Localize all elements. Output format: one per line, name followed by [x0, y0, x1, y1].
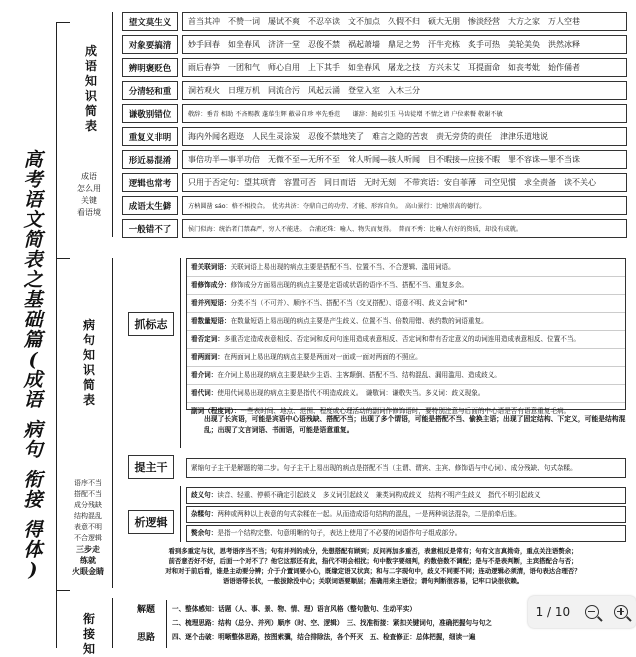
idiom-row-label: 逻辑也常考 [122, 173, 178, 192]
idiom-row [122, 196, 627, 215]
idiom-row-content: 只用于否定句：望其项背 容置可否 同日而语 无时无刻 不带宾语：安自菲薄 司空见惯 求全责备 读不关心 [182, 173, 627, 192]
logic-line [186, 525, 626, 542]
grab-line-key: 看修饰成分： [191, 281, 231, 289]
idiom-row-label: 辨明褒贬色 [122, 58, 178, 77]
label-char: 表 [82, 393, 95, 407]
label-char: 识 [82, 363, 95, 377]
grab-line-text: 修饰成分方面易出现的病点主要是定语或状语的语序不当、搭配不当、重复多余。 [230, 281, 468, 289]
idiom-row [122, 58, 627, 77]
sentence-note-line: 火眼金睛 [72, 567, 104, 576]
idiom-row-label: 谦敬别错位 [122, 104, 178, 123]
idiom-row [122, 81, 627, 100]
idiom-row-content: 首当其冲 不赞一词 屡试不爽 不忍卒读 文不加点 久假不归 硕大无朋 惨淡经营 大方之家 万人空巷 [182, 12, 627, 31]
title-char: ) [28, 559, 38, 581]
grab-line [187, 385, 625, 403]
title-char: 接 [23, 489, 43, 511]
trunk-label: 提主干 [128, 455, 174, 479]
title-char: 语 [23, 389, 43, 411]
title-char: 础 [23, 309, 43, 331]
sentence-bracket [112, 258, 113, 588]
grab-line [187, 367, 625, 385]
idiom-row [122, 127, 627, 146]
label-char: 知 [84, 74, 97, 88]
grab-marker-label: 抓标志 [128, 312, 174, 336]
title-char: 高 [23, 149, 43, 171]
title-char: ( [28, 349, 38, 371]
grab-line-key: 看数量短语： [191, 317, 231, 325]
label-char: 表 [84, 119, 97, 133]
label-char: 语 [84, 59, 97, 73]
label-char: 接 [82, 627, 95, 641]
title-char: 考 [23, 169, 43, 191]
logic-line-key: 杂糅句： [191, 510, 218, 518]
logic-bracket [180, 486, 181, 542]
solve-bracket [166, 600, 167, 648]
sentence-note-line: 语序不当 [74, 479, 102, 487]
logic-box [186, 487, 626, 541]
label-char: 知 [82, 642, 95, 656]
grab-line [187, 331, 625, 349]
sentence-note-line: 结构混乱 [74, 512, 102, 520]
grab-line-text: 在介词上易出现的病点主要是缺少主语、主客颠倒、搭配不当、结构混乱、漏用滥用、造成歧义。 [217, 371, 501, 379]
grab-lines-box [186, 258, 626, 415]
sentence-note-line: 搭配不当 [74, 490, 102, 498]
bottom-note-line: 看到多重定与状，思考语序当不当；句有并列的成分，先想搭配有顾到；反问再加多重否，表意相反是常有；句有文言真拗奇，重点关注语赘余； [168, 547, 578, 555]
sentence-note-line: 表意不明 [74, 523, 102, 531]
main-title [20, 150, 46, 580]
idiom-row-label: 分清轻和重 [122, 81, 178, 100]
trunk-text: 紧缩句子主干是解题的第二步。句子主干上易出现的病点是搭配不当（主谓、谓宾、主宾、修饰语与中心词）、成分残缺、句式杂糅。 [191, 464, 577, 472]
sentence-note-line: 成分残缺 [74, 501, 102, 509]
sentence-note-line: 三步走 [76, 545, 100, 554]
grab-line-text: 分类不当（不可并）、顺序不当、搭配不当（交叉搭配）、语意不明、歧义会词"和" [230, 299, 468, 307]
logic-line-key: 赘余句： [191, 529, 218, 537]
grab-line [187, 349, 625, 367]
label-char: 成 [84, 44, 97, 58]
idiom-row-content: 洞若观火 日理万机 同流合污 风起云涌 登堂入室 入木三分 [182, 81, 627, 100]
label-char: 简 [84, 104, 97, 118]
bracket-tick-connect [56, 590, 70, 591]
label-char: 病 [82, 318, 95, 332]
idiom-row-label: 成语太生僻 [122, 196, 178, 215]
idiom-row-content: 海内外闻名遐迩 人民生灵涂炭 忍俊不禁地笑了 难言之隐的苦衷 责无旁贷的责任 津津乐道地说 [182, 127, 627, 146]
connect-section-label [78, 612, 100, 657]
logic-line-text: 是指一个结构完整、句意明晰的句子，表达上使用了不必要的词语作句子组成部分。 [217, 529, 462, 537]
title-char: 成 [23, 369, 43, 391]
title-char: 之 [23, 269, 43, 291]
idiom-note-line: 关键 [81, 196, 97, 205]
grab-line-text: 关联词语上易出现的病点主要是搭配不当、位置不当、不合逻辑、滥用词语。 [230, 263, 455, 271]
sentence-side-note [64, 478, 112, 577]
main-bracket [56, 22, 57, 648]
zoom-in-icon[interactable] [614, 605, 628, 619]
bottom-note-line: 前否意否好不好，后面一个对不了？他它这那还有此，指代不明会相扰；句中数字要细判，约数倍数不调配；是与不是表判断，主宾搭配合与否； [168, 557, 578, 565]
logic-label: 析逻辑 [128, 510, 174, 534]
logic-line [186, 506, 626, 523]
page-indicator: 1 / 10 [535, 605, 571, 619]
idiom-row-label: 重复义非明 [122, 127, 178, 146]
logic-line-text: 读音、轻重、停顿不确定引起歧义 多义词引起歧义 兼类词构成歧义 结构不明产生歧义 指代不明引起歧义 [217, 491, 541, 499]
logic-line-key: 歧义句： [191, 491, 218, 499]
label-char: 衔 [82, 612, 95, 626]
title-char: 衔 [23, 469, 43, 491]
idiom-row-label: 望文莫生义 [122, 12, 178, 31]
label-char: 识 [84, 89, 97, 103]
grab-line [187, 295, 625, 313]
idiom-side-note [66, 168, 112, 224]
solve-sub-label: 思路 [136, 633, 155, 643]
title-char: 表 [23, 249, 43, 271]
trunk-box [186, 458, 626, 478]
idiom-row [122, 150, 627, 169]
grab-line-text: 在数量短语上易出现的病点主要是产生歧义、位置不当、倍数用错、表约数的词语重复。 [230, 317, 488, 325]
idiom-section-label [80, 44, 102, 134]
sentence-section-label [78, 318, 100, 408]
title-char: 语 [23, 189, 43, 211]
bottom-note-line: 对和对于前后看，谁是主动要分辨；介于介置词要小心，既缘定语又状宾；和与二字现句中，歧义不同要不同；连动逻辑必须清，语句表达合理否？ [165, 567, 581, 575]
solve-label: 解题 [136, 605, 155, 615]
solve-lines [172, 602, 532, 644]
solve-line: 一、整体感知：话题（人、事、景、物、情、理）语言风格（整句散句、生动平实） [172, 605, 416, 613]
sentence-note-line: 不合逻辑 [74, 534, 102, 542]
grab-note: 出现了长宾语，可能是宾语中心语残缺、搭配不当；出现了多个谓语，可能是搭配不当、偷换主语；出现了固定结构、下定义，可能是结构混乱；出现了文言词语、书面语，可能是语意重复。 [204, 415, 626, 434]
idiom-row-label: 一般错不了 [122, 219, 178, 238]
idiom-row [122, 12, 627, 31]
title-char: 文 [23, 209, 43, 231]
grab-line-text: 多重否定造成表意相反、否定词和反问句连用造成表意相反、否定词和带有否定意义的动词连用造成表意相反、位置不当。 [223, 335, 581, 343]
idiom-row-content: 雨后春笋 一团和气 师心自用 上下其手 如坐春风 屠龙之技 方兴未艾 耳提面命 如丧考妣 始作俑者 [182, 58, 627, 77]
title-char: 基 [23, 289, 43, 311]
label-char: 知 [82, 348, 95, 362]
grab-line-key: 看否定词： [191, 335, 224, 343]
idiom-row [122, 104, 627, 123]
idiom-row [122, 219, 627, 238]
idiom-row-content: 敬辞：垂青 相助 不吝赐教 蓬荜生辉 敝帚自珍 率先垂范 谦辞：抛砖引玉 马齿徒增 不情之请 户位素餐 敬谢不敏 [182, 104, 627, 123]
idiom-row-label: 对象要搞清 [122, 35, 178, 54]
idiom-row-content: 侯门似海：统治者门禁森严，穷人不能进。 合浦还珠：喻人、物失而复得。 普而不秀：比喻人有好的资质，却没有成就。 [182, 219, 627, 238]
idiom-note-line: 怎么用 [77, 184, 101, 193]
grab-line-key: 看两面词： [191, 353, 224, 361]
bottom-note-line: 语语语带长状，一般拔除没中心；关联词语要顺层；准确用来主语位；谓句判断很容易，记牢口诀很依赖。 [222, 577, 524, 585]
connect-bracket [112, 598, 113, 648]
grab-line-key: 看介词： [191, 371, 218, 379]
grab-line-text: 在两面词上易出现的病点主要是两面对一面或一面对两面的不照应。 [223, 353, 422, 361]
grab-line-text: 一些表时间、地点、范围、程度或心理活动的副词作修饰语时，要特别注意与后面的中心语是否有语意重复毛病。 [240, 407, 571, 415]
idiom-row-content: 事倍功半—事半功倍 无微不至—无所不至 耸人听闻—骇人听闻 目不暇接—应接不暇 罪不容诛—罪不当诛 [182, 150, 627, 169]
idiom-row-label: 形近易混淆 [122, 150, 178, 169]
grab-line-text: 使用代词易出现的病点主要是指代不明造成歧义。 谦敬词：谦敬失当。多义词：歧义现象。 [217, 389, 485, 397]
bracket-tick-idiom [56, 22, 70, 23]
solve-line: 二、梳理思路：结构（总分、并列）顺序（时、空、逻辑） 三、找准衔接：紧扣关键词句，准确把握句与句之 [172, 619, 492, 627]
grab-line-key: 看关联词语： [191, 263, 231, 271]
grab-line-key: 副词（程度词）： [191, 407, 241, 415]
title-char: 简 [23, 229, 43, 251]
title-char: 句 [23, 439, 43, 461]
idiom-note-line: 成语 [81, 172, 97, 181]
title-char: 体 [23, 539, 43, 561]
title-char: 得 [23, 519, 43, 541]
grab-line-key: 看并列短语： [191, 299, 231, 307]
pdf-viewer-toolbar [528, 596, 636, 628]
idiom-row [122, 173, 627, 192]
idiom-bracket [112, 12, 113, 237]
zoom-out-icon[interactable] [585, 605, 599, 619]
grab-bracket [180, 258, 181, 448]
idiom-row-content: 妙手回春 如坐春风 济济一堂 忍俊不禁 祸起萧墙 鼎足之势 汗牛充栋 炙手可热 美轮美奂 洪然冰释 [182, 35, 627, 54]
solve-line: 四、逐个击破：明晰整体思路，按图索骥，结合排除法，各个歼灭 五、检查修正：总体把握，细读一遍 [172, 633, 476, 641]
sentence-note-line: 练就 [80, 556, 96, 565]
grab-line [187, 277, 625, 295]
idiom-row-content: 方枘圆凿 sáo：格不相投合。 优劣共济：夺鼎自己的功劳、才能、形容自负。 高山景行：比喻崇高的德行。 [182, 196, 627, 215]
grab-line [187, 259, 625, 277]
grab-line [187, 313, 625, 331]
label-char: 简 [82, 378, 95, 392]
idiom-row [122, 35, 627, 54]
sentence-bottom-note [118, 546, 628, 586]
title-char: 篇 [23, 329, 43, 351]
grab-line-key: 看代词： [191, 389, 218, 397]
bracket-tick-sentence [56, 258, 70, 259]
logic-line-text: 两种或两种以上表意的句式杂糅在一起。从而造成语句结构的混乱，一是两种说法混杂，二是前牵后连。 [217, 510, 521, 518]
idiom-note-line: 看语境 [77, 208, 101, 217]
label-char: 句 [82, 333, 95, 347]
logic-line [186, 487, 626, 504]
title-char: 病 [23, 419, 43, 441]
